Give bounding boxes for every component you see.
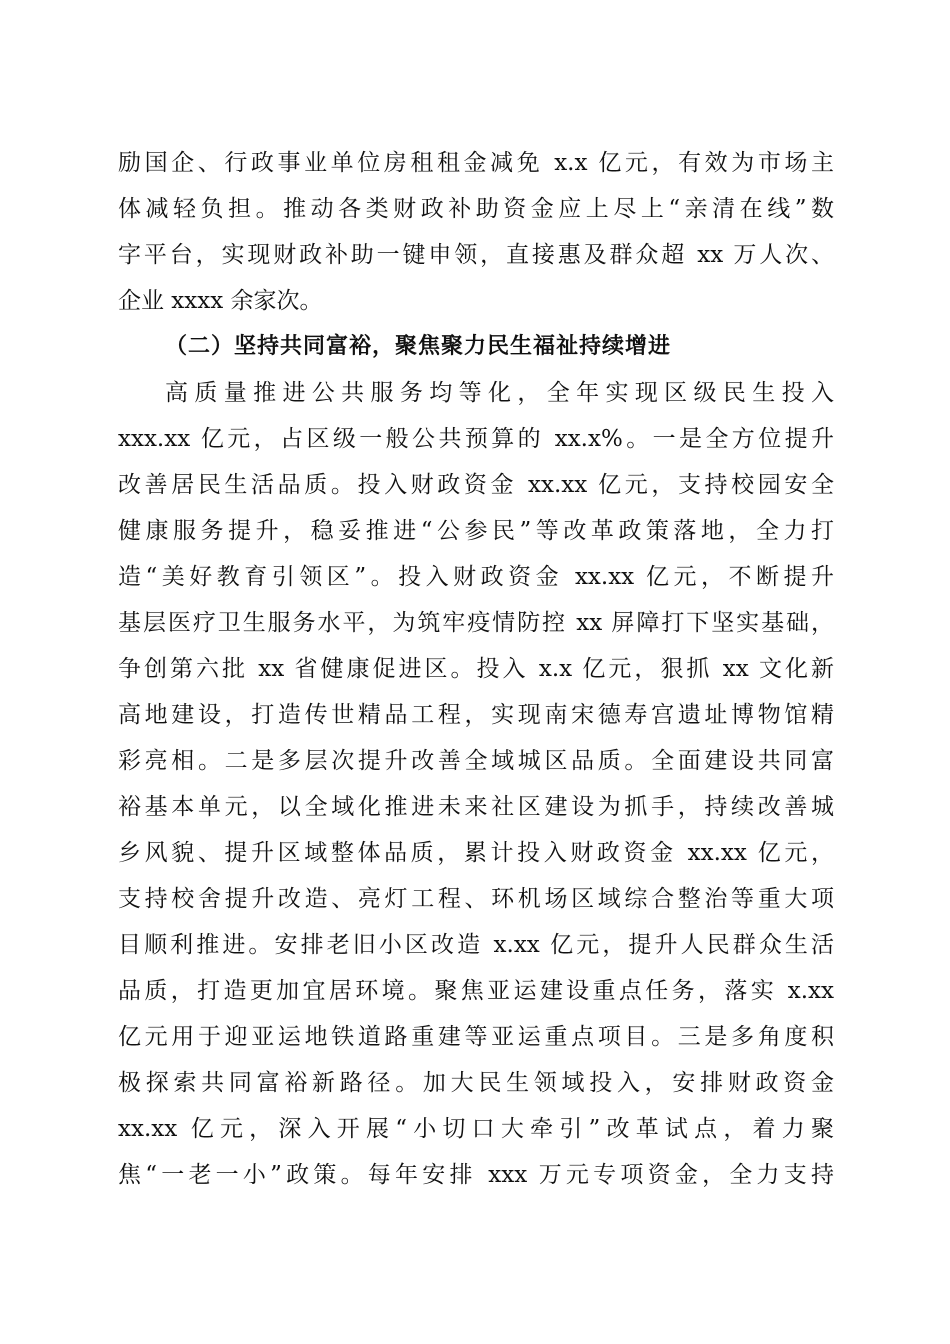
text-line: 企业 xxxx 余家次。 <box>118 288 323 314</box>
text-line: 裕基本单元，以全域化推进未来社区建设为抓手，持续改善城 <box>118 794 834 820</box>
text-line: 乡风貌、提升区域整体品质，累计投入财政资金 xx.xx 亿元， <box>118 840 834 866</box>
text-line: 品质，打造更加宜居环境。聚焦亚运建设重点任务，落实 x.xx <box>118 978 834 1004</box>
text-line: 健康服务提升，稳妥推进“公参民”等改革政策落地，全力打 <box>118 518 834 544</box>
text-line: 高质量推进公共服务均等化，全年实现区级民生投入 <box>165 380 834 406</box>
text-line: xx.xx 亿元，深入开展“小切口大牵引”改革试点，着力聚 <box>118 1116 834 1142</box>
text-line: 体减轻负担。推动各类财政补助资金应上尽上“亲清在线”数 <box>118 196 834 222</box>
text-line: 高地建设，打造传世精品工程，实现南宋德寿宫遗址博物馆精 <box>118 702 834 728</box>
text-line: 支持校舍提升改造、亮灯工程、环机场区域综合整治等重大项 <box>118 886 834 912</box>
text-line: 基层医疗卫生服务水平，为筑牢疫情防控 xx 屏障打下坚实基础， <box>118 610 834 636</box>
text-line: 改善居民生活品质。投入财政资金 xx.xx 亿元，支持校园安全 <box>118 472 834 498</box>
text-line: 字平台，实现财政补助一键申领，直接惠及群众超 xx 万人次、 <box>118 242 834 268</box>
text-line: 造“美好教育引领区”。投入财政资金 xx.xx 亿元，不断提升 <box>118 564 834 590</box>
text-line: 极探索共同富裕新路径。加大民生领域投入，安排财政资金 <box>118 1070 834 1096</box>
text-line: xxx.xx 亿元，占区级一般公共预算的 xx.x%。一是全方位提升 <box>118 426 834 452</box>
text-line: 焦“一老一小”政策。每年安排 xxx 万元专项资金，全力支持 <box>118 1162 834 1188</box>
section-heading: （二）坚持共同富裕，聚焦聚力民生福祉持续增进 <box>165 334 672 359</box>
text-line: 彩亮相。二是多层次提升改善全域城区品质。全面建设共同富 <box>118 748 834 774</box>
text-line: 目顺利推进。安排老旧小区改造 x.xx 亿元，提升人民群众生活 <box>118 932 834 958</box>
text-line: 亿元用于迎亚运地铁道路重建等亚运重点项目。三是多角度积 <box>118 1024 834 1050</box>
text-line: 励国企、行政事业单位房租租金减免 x.x 亿元，有效为市场主 <box>118 150 834 176</box>
text-line: 争创第六批 xx 省健康促进区。投入 x.x 亿元，狠抓 xx 文化新 <box>118 656 834 682</box>
